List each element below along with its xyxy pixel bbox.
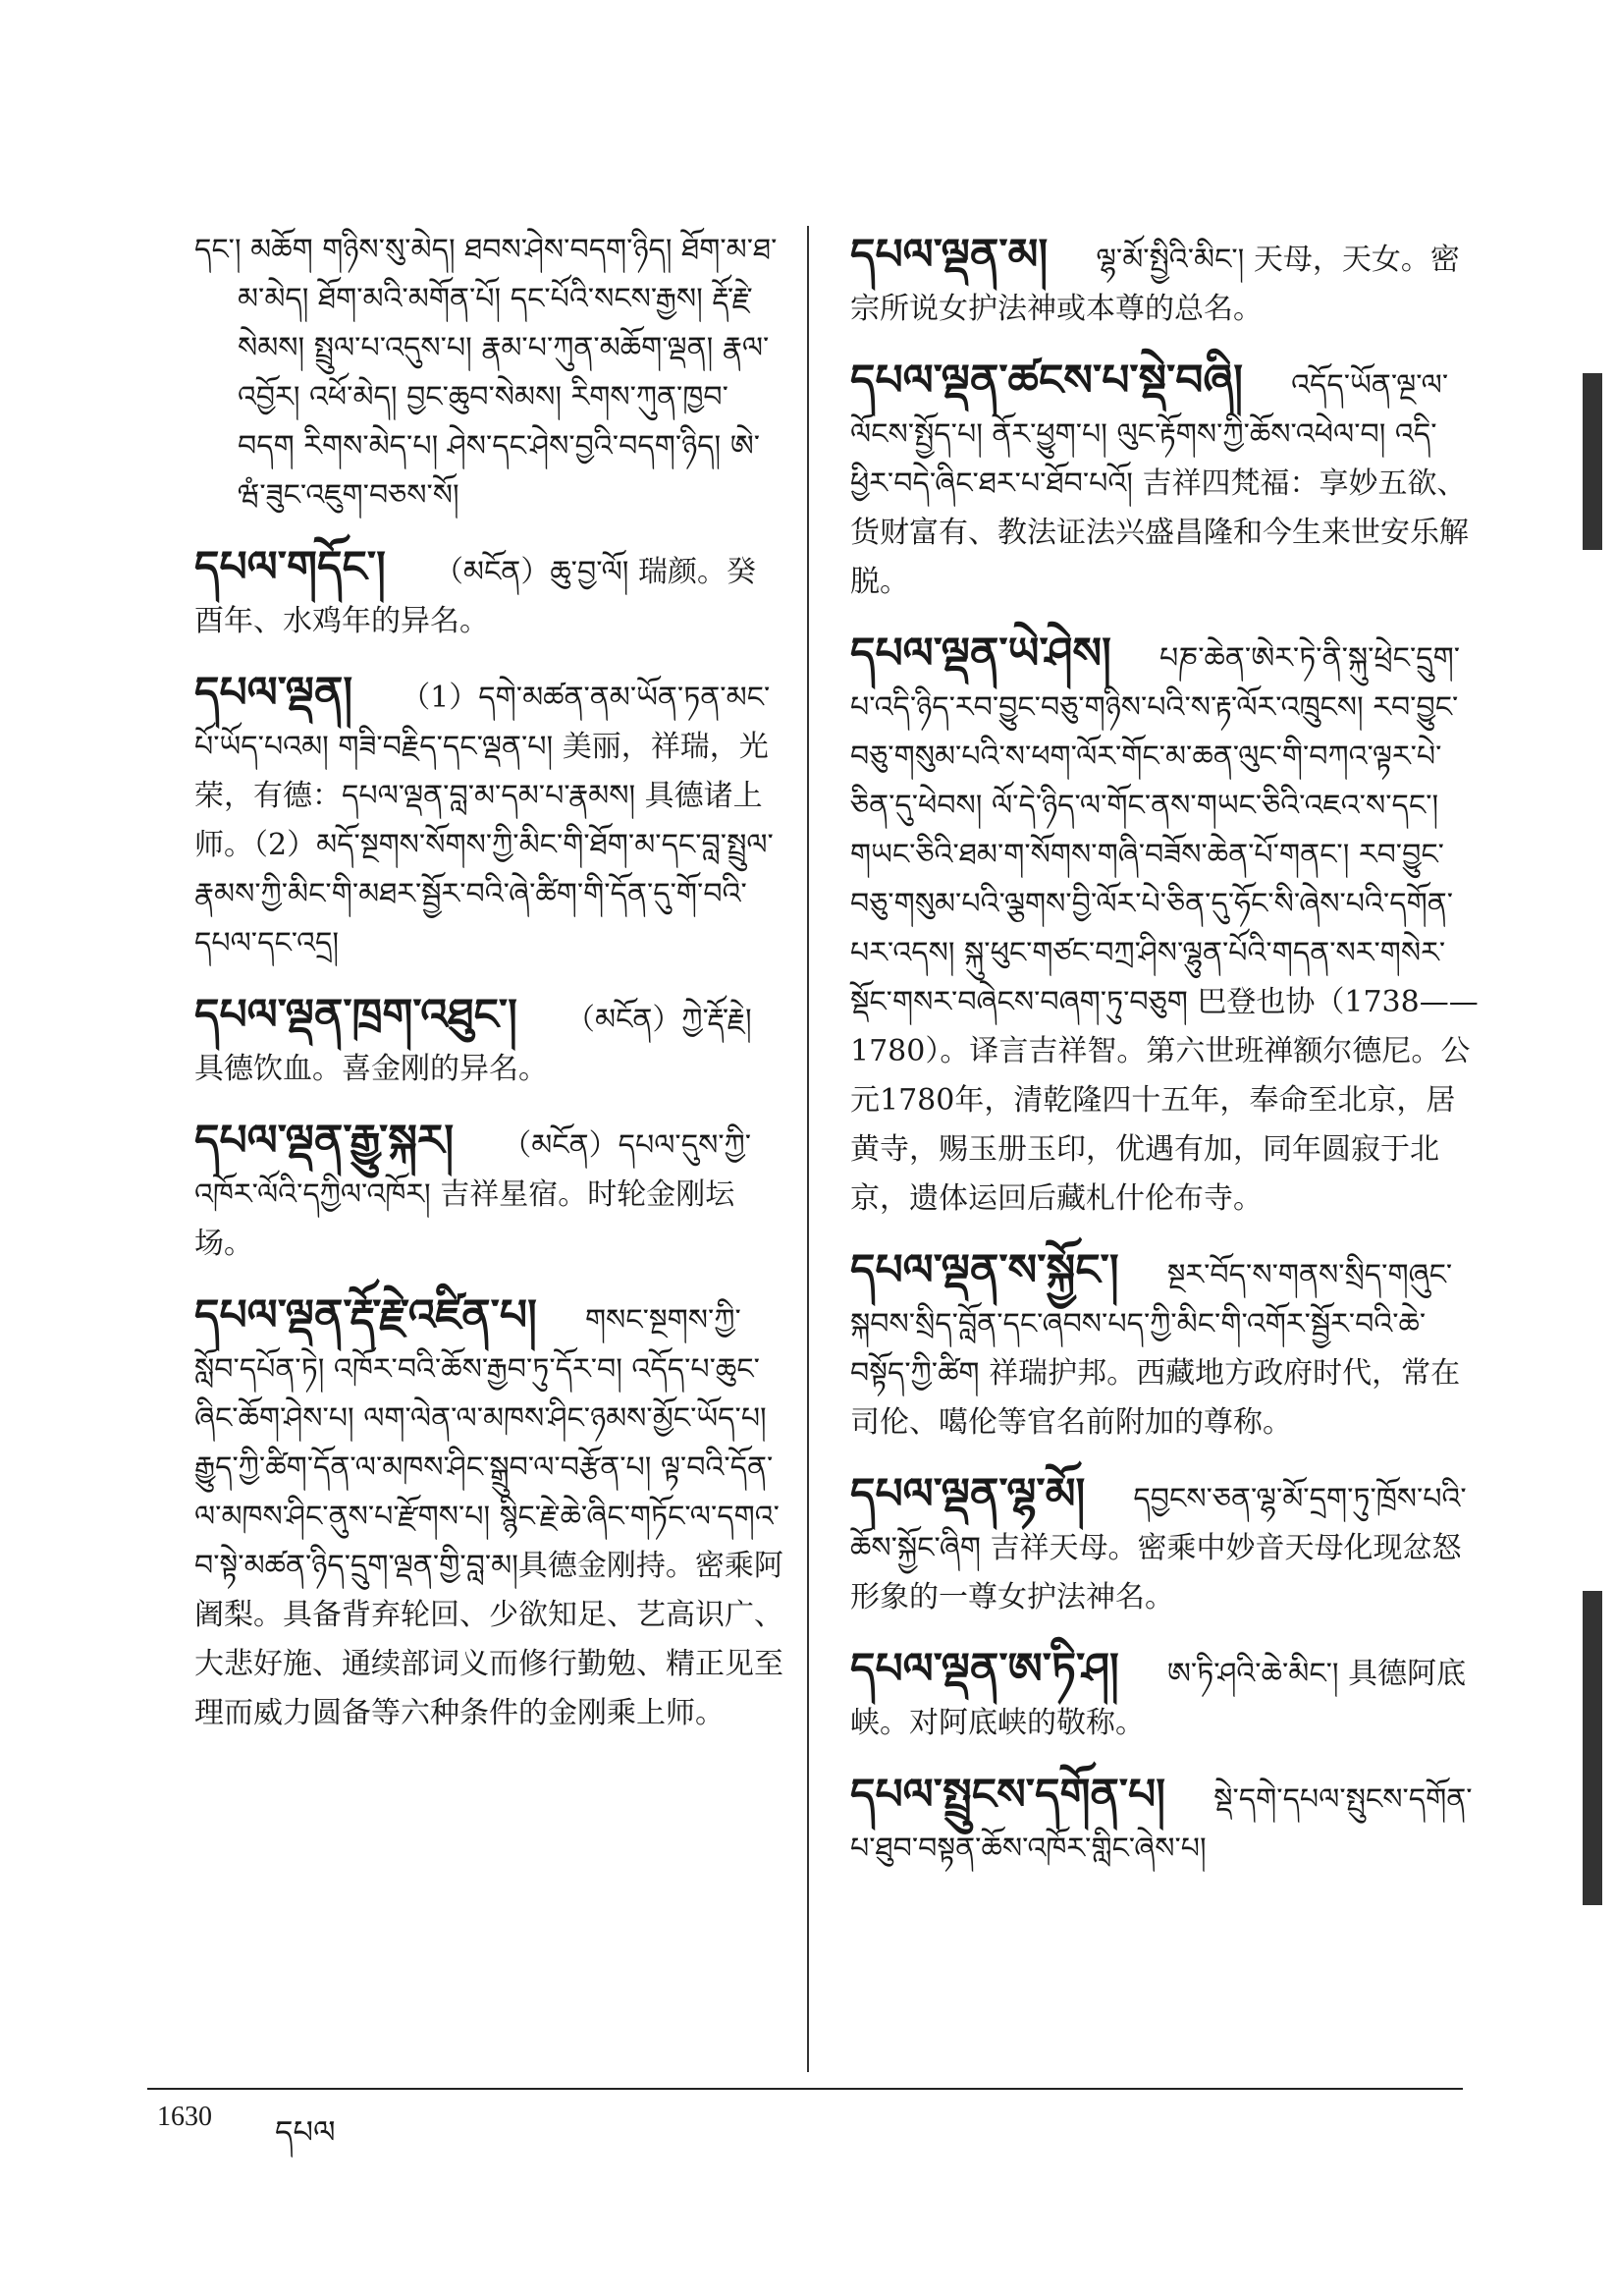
entry-headword: དཔལ་ལྡན་ཨ་ཏི་ཤ། — [850, 1644, 1119, 1694]
entry — [194, 1286, 783, 1738]
entry-body: （མངོན）ཀྱེ་རྡོ་རྗེ། 具德饮血。喜金刚的异名。 — [194, 1003, 752, 1086]
entry — [850, 625, 1479, 1224]
entry-headword: དཔལ་ལྡན། — [194, 668, 353, 718]
entry-headword: དཔལ་གདོང་། — [194, 542, 386, 592]
entry-body: （མངོན）ཆུ་བྱ་ལོ། 瑞颜。癸酉年、水鸡年的异名。 — [194, 555, 756, 638]
entry-body: འདོད་ཡོན་ལྔ་ལ་ལོངས་སྤྱོད་པ། ནོར་ཕྱུག་པ། ལུང་རྟོགས་ཀྱི་ཆོས་འཕེལ་བ། འདི་ཕྱིར་བདེ་ཞིང་ཐར་པ་ཐོབ་པའོ། 吉祥四梵福：享妙五欲、货财富有、教法证法兴盛昌隆和今生来世安乐解脱。 — [850, 368, 1469, 599]
entry-body: གསང་སྔགས་ཀྱི་སློབ་དཔོན་ཏེ། འཁོར་བའི་ཆོས་རྒྱབ་ཏུ་དོར་བ། འདོད་པ་ཆུང་ཞིང་ཆོག་ཤེས་པ། ལག་ལེན་ལ་མཁས་ཤིང་ཉམས་མྱོང་ཡོད་པ། རྒྱུད་ཀྱི་ཚིག་དོན་ལ་མཁས་ཤིང་སྒྲུབ་ལ་བརྩོན་པ། ལྟ་བའི་དོན་ལ་མཁས་ཤིང་ནུས་པ་རྫོགས་པ། སྙིང་རྗེ་ཆེ་ཞིང་གཏོང་ལ་དགའ་བ་སྟེ་མཚན་ཉིད་དྲུག་ལྡན་གྱི་བླ་མ།具德金刚持。密乘阿阇梨。具备背弃轮回、少欲知足、艺高识广、大悲好施、通续部词义而修行勤勉、精正见至理而威力圆备等六种条件的金刚乘上师。 — [194, 1303, 783, 1730]
entry-headword: དཔལ་ལྡན་རྡོ་རྗེ་འཛིན་པ། — [194, 1290, 537, 1340]
entry — [194, 664, 783, 968]
entry-headword: དཔལ་ལྡན་ས་སྐྱོང་། — [850, 1245, 1119, 1295]
entry — [850, 226, 1479, 334]
footer-rule — [147, 2088, 1463, 2090]
right-column — [850, 226, 1479, 1891]
entry — [850, 1766, 1479, 1874]
entry-headword: དཔལ་ལྡན་ཡེ་ཤེས། — [850, 629, 1111, 679]
scan-edge-mark — [1583, 1591, 1602, 1905]
entry-continuation — [194, 226, 783, 520]
running-head: དཔལ — [275, 2113, 336, 2151]
entry-body: སྡེ་དགེ་དཔལ་སྤུངས་དགོན་པ་ཐུབ་བསྟན་ཆོས་འཁོར་གླིང་ཞེས་པ། — [850, 1782, 1473, 1866]
entry-body: དབྱངས་ཅན་ལྷ་མོ་དྲག་ཏུ་ཁྲོས་པའི་ཆོས་སྐྱོང་ཞིག 吉祥天母。密乘中妙音天母化现忿怒形象的一尊女护法神名。 — [850, 1482, 1467, 1614]
entry-body: ཨ་ཏི་ཤའི་ཆེ་མིང་། 具德阿底峡。对阿底峡的敬称。 — [850, 1657, 1467, 1740]
entry — [194, 1112, 783, 1269]
entry — [850, 1241, 1479, 1448]
entry-headword: དཔལ་ལྡན་ཁྲག་འཐུང་། — [194, 990, 517, 1040]
entry-headword: དཔལ་སྤྲུངས་དགོན་པ། — [850, 1770, 1166, 1820]
entry-body: དང་། མཆོག གཉིས་སུ་མེད། ཐབས་ཤེས་བདག་ཉིད། ཐོག་མ་ཐ་མ་མེད། ཐོག་མའི་མགོན་པོ། དང་པོའི་སངས་རྒྱས། རྡོ་རྗེ་སེམས། སྤྲུལ་པ་འདུས་པ། རྣམ་པ་ཀུན་མཆོག་ལྡན། རྣལ་འབྱོར། འཕོ་མེད། བྱང་ཆུབ་སེམས། རིགས་ཀུན་ཁྱབ་བདག རིགས་མེད་པ། ཤེས་དང་ཤེས་བྱའི་བདག་ཉིད། ཨེ་ཝཾ་ཟུང་འཇུག་བཅས་སོ། — [194, 233, 778, 513]
entry-headword: དཔལ་ལྡན་རྒྱུ་སྐར། — [194, 1116, 455, 1166]
column-divider — [807, 226, 809, 2072]
entry-body: （1）དགེ་མཚན་ནམ་ཡོན་ཏན་མང་པོ་ཡོད་པའམ། གཟི་བརྗིད་དང་ལྡན་པ། 美丽，祥瑞，光荣，有德：དཔལ་ལྡན་བླ་མ་དམ་པ་རྣམས། 具德诸上师。（2）མདོ་སྔགས་སོགས་ཀྱི་མིང་གི་ཐོག་མ་དང་བླ་སྤྲུལ་རྣམས་ཀྱི་མིང་གི་མཐར་སྦྱོར་བའི་ཞེ་ཚིག་གི་དོན་དུ་གོ་བའི་དཔལ་དང་འདྲ། — [194, 681, 774, 960]
left-column — [194, 226, 783, 1756]
entry — [194, 986, 783, 1094]
entry — [850, 352, 1479, 607]
scan-edge-mark — [1583, 373, 1602, 550]
entry-headword: དཔལ་ལྡན་ལྷ་མོ། — [850, 1469, 1086, 1519]
entry — [850, 1465, 1479, 1622]
entry-body: （མངོན）དཔལ་དུས་ཀྱི་འཁོར་ལོའི་དཀྱིལ་འཁོར། 吉祥星宿。时轮金刚坛场。 — [194, 1128, 752, 1261]
entry-headword: དཔལ་ལྡན་ཚངས་པ་སྡེ་བཞི། — [850, 355, 1244, 406]
entry-headword: དཔལ་ལྡན་མ། — [850, 230, 1049, 280]
page-number: 1630 — [157, 2102, 212, 2132]
entry-body: ལྷ་མོ་སྤྱིའི་མིང་། 天母，天女。密宗所说女护法神或本尊的总名。 — [850, 243, 1460, 326]
entry — [850, 1640, 1479, 1748]
entry-body: སྔར་བོད་ས་གནས་སྲིད་གཞུང་སྐབས་སྲིད་བློན་དང་ཞབས་པད་ཀྱི་མིང་གི་འགོར་སྦྱོར་བའི་ཆེ་བསྟོད་ཀྱི་ཚིག 祥瑞护邦。西藏地方政府时代，常在司伦、噶伦等官名前附加的尊称。 — [850, 1258, 1461, 1440]
entry-body: པཎ་ཆེན་ཨེར་ཏེ་ནི་སྐུ་ཕྲེང་དྲུག་པ་འདི་ཉིད་རབ་བྱུང་བཅུ་གཉིས་པའི་ས་རྟ་ལོར་འཁྲུངས། རབ་བྱུང་བཅུ་གསུམ་པའི་ས་ཕག་ལོར་གོང་མ་ཆན་ལུང་གི་བཀའ་ལྟར་པེ་ཅིན་དུ་ཕེབས། ལོ་དེ་ཉིད་ལ་གོང་ནས་གཡང་ཅིའི་འཇའ་ས་དང་། གཡང་ཅིའི་ཐམ་ག་སོགས་གཞི་བཟོས་ཆེན་པོ་གནང་། རབ་བྱུང་བཅུ་གསུམ་པའི་ལྕགས་བྱི་ལོར་པེ་ཅིན་དུ་ཧོང་སི་ཞེས་པའི་དགོན་པར་འདས། སྐུ་ཕུང་གཙང་བཀྲ་ཤིས་ལྷུན་པོའི་གདན་སར་གསེར་སྡོང་གསར་བཞེངས་བཞག་ཏུ་བཅུག 巴登也协（1738——1780）。译言吉祥智。第六世班禅额尔德尼。公元1780年，清乾隆四十五年，奉命至北京，居黄寺，赐玉册玉印，优遇有加，同年圆寂于北京，遗体运回后藏札什伦布寺。 — [850, 641, 1479, 1216]
entry — [194, 538, 783, 646]
